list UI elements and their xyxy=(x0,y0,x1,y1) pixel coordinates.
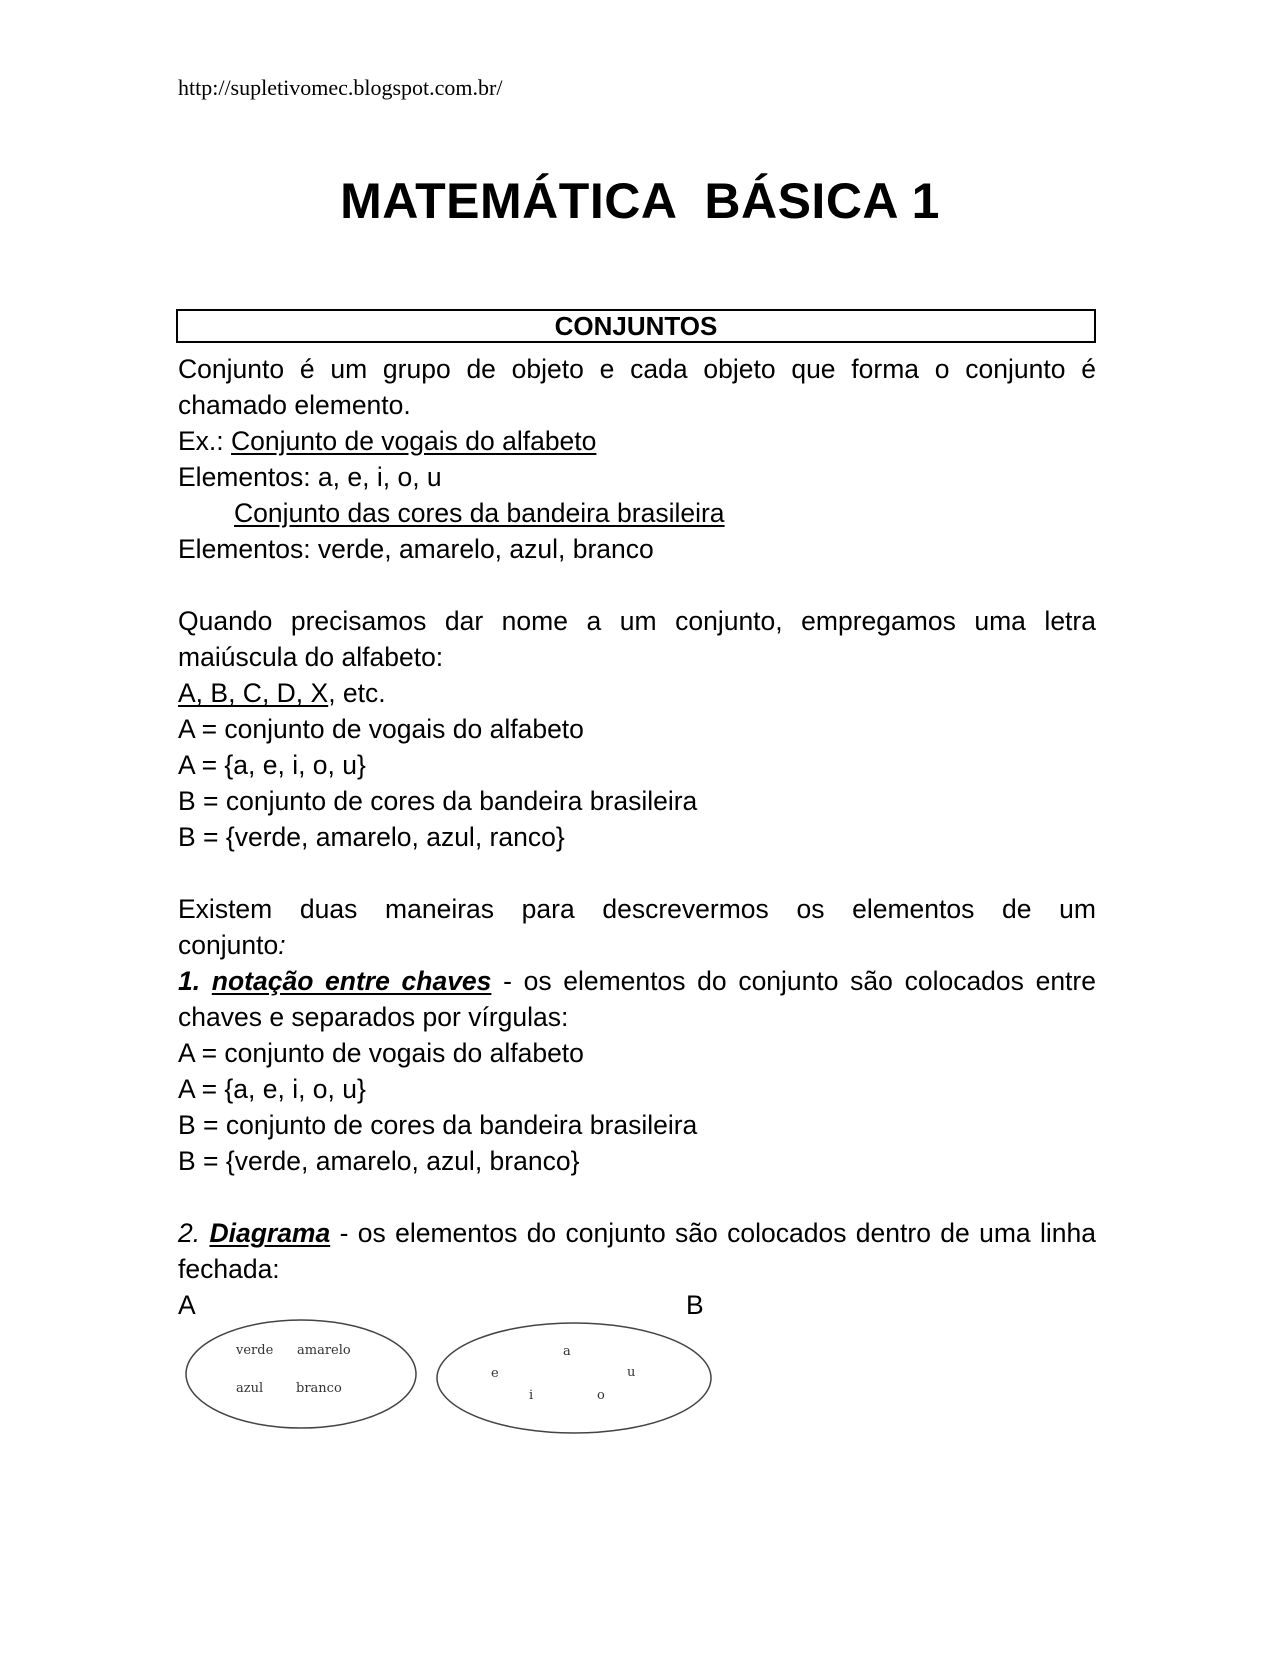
section-heading-box: CONJUNTOS xyxy=(176,309,1096,343)
list1-item: B = {verde, amarelo, azul, ranco} xyxy=(178,822,565,852)
set-a-element: verde xyxy=(236,1343,274,1358)
example-2-elements: Elementos: verde, amarelo, azul, branco xyxy=(178,534,654,564)
page-title xyxy=(0,172,1280,230)
set-b-element: e xyxy=(491,1366,499,1381)
set-a-ellipse xyxy=(186,1320,416,1428)
list1-item: A = {a, e, i, o, u} xyxy=(178,750,366,780)
naming-paragraph: Quando precisamos dar nome a um conjunto, empregamos uma letra maiúscula do alfabeto: xyxy=(178,606,1096,672)
venn-diagrams xyxy=(185,1310,715,1434)
example-2-line xyxy=(178,495,1096,531)
item-1-paragraph xyxy=(178,963,1096,1035)
list2-item: B = {verde, amarelo, azul, branco} xyxy=(178,1146,580,1176)
set-b-element: a xyxy=(563,1344,571,1359)
item-2-paragraph xyxy=(178,1215,1096,1287)
list1-item: A = conjunto de vogais do alfabeto xyxy=(178,714,584,744)
set-b-element: u xyxy=(627,1365,636,1380)
letters-line xyxy=(178,675,1096,711)
item-1-term: notação entre chaves xyxy=(211,966,492,996)
spacer xyxy=(178,567,1096,603)
spacer xyxy=(178,855,1096,891)
ways-line-2 xyxy=(178,927,1096,963)
diagram-label-b: B xyxy=(686,1290,704,1320)
list1-item: B = conjunto de cores da bandeira brasileira xyxy=(178,786,698,816)
example-1-line xyxy=(178,423,1096,459)
item-2-number: 2. xyxy=(178,1218,210,1248)
set-a-element: amarelo xyxy=(297,1343,351,1358)
ways-colon: : xyxy=(278,930,286,960)
example-1-title: Conjunto de vogais do alfabeto xyxy=(231,426,597,456)
document-body xyxy=(178,351,1096,1323)
diagram-label-a: A xyxy=(178,1290,196,1320)
diagram-svg xyxy=(185,1310,715,1434)
item-1-rest: - os elementos do conjunto são colocados entre chaves e separados por vírgulas: xyxy=(178,966,1096,1032)
letters-underlined: A, B, C, D, X xyxy=(178,678,329,708)
ways-line-2-text: conjunto xyxy=(178,930,279,960)
set-b-element: o xyxy=(597,1388,605,1403)
list2-item: A = conjunto de vogais do alfabeto xyxy=(178,1038,584,1068)
example-prefix: Ex.: xyxy=(178,426,232,456)
example-1-elements: Elementos: a, e, i, o, u xyxy=(178,462,442,492)
example-2-title: Conjunto das cores da bandeira brasileira xyxy=(234,498,725,528)
set-a-element: azul xyxy=(236,1381,264,1396)
spacer xyxy=(178,1179,1096,1215)
ways-line-1: Existem duas maneiras para descrevermos os elementos de um xyxy=(178,894,1096,924)
page-title-text: MATEMÁTICA BÁSICA 1 xyxy=(340,173,940,229)
source-url: http://supletivomec.blogspot.com.br/ xyxy=(178,75,503,100)
letters-suffix: , etc. xyxy=(328,678,386,708)
item-2-rest: - os elementos do conjunto são colocados dentro de uma linha fechada: xyxy=(178,1218,1096,1284)
set-b-element: i xyxy=(529,1388,534,1403)
item-1-number: 1. xyxy=(178,966,212,996)
definition-paragraph: Conjunto é um grupo de objeto e cada objeto que forma o conjunto é chamado elemento. xyxy=(178,354,1096,420)
list2-item: A = {a, e, i, o, u} xyxy=(178,1074,366,1104)
set-a-element: branco xyxy=(296,1381,342,1396)
item-2-term: Diagrama xyxy=(209,1218,331,1248)
set-b-ellipse xyxy=(437,1323,711,1433)
list2-item: B = conjunto de cores da bandeira brasileira xyxy=(178,1110,698,1140)
